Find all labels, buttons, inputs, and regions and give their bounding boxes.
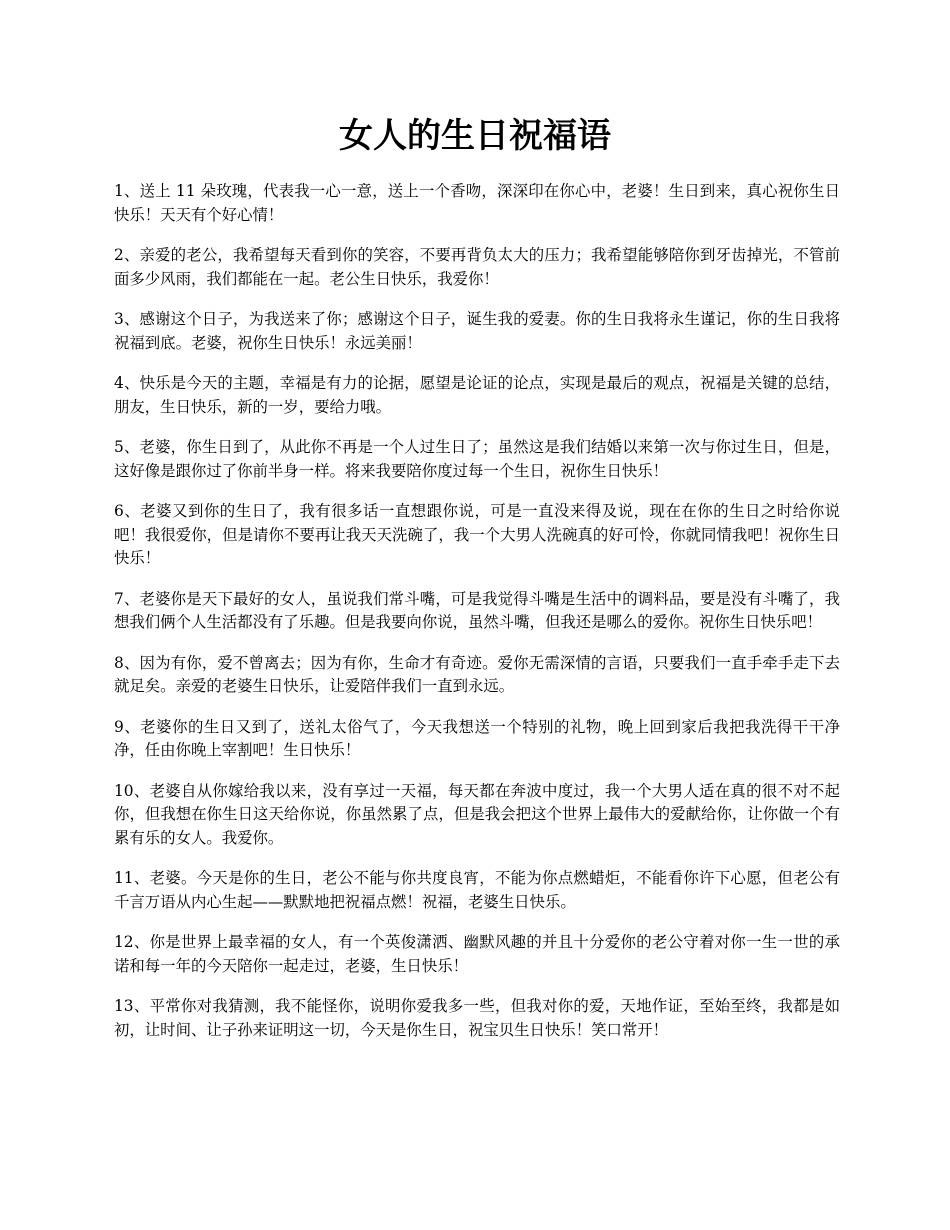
paragraph-10: 10、老婆自从你嫁给我以来，没有享过一天福，每天都在奔波中度过，我一个大男人适在真的很不对不起你，但我想在你生日这天给你说，你虽然累了点，但是我会把这个世界上最伟大的爱献给你，让你做一个有累有乐的女人。我爱你。: [114, 781, 840, 847]
paragraph-1: 1、送上 11 朵玫瑰，代表我一心一意，送上一个香吻，深深印在你心中，老婆！生日到来，真心祝你生日快乐！天天有个好心情！: [114, 182, 840, 224]
paragraph-12: 12、你是世界上最幸福的女人，有一个英俊潇洒、幽默风趣的并且十分爱你的老公守着对你一生一世的承诺和每一年的今天陪你一起走过，老婆，生日快乐！: [114, 933, 840, 975]
paragraph-2: 2、亲爱的老公，我希望每天看到你的笑容，不要再背负太大的压力；我希望能够陪你到牙齿掉光，不管前面多少风雨，我们都能在一起。老公生日快乐，我爱你！: [114, 246, 840, 288]
paragraph-13: 13、平常你对我猜测，我不能怪你，说明你爱我多一些，但我对你的爱，天地作证，至始至终，我都是如初，让时间、让子孙来证明这一切，今天是你生日，祝宝贝生日快乐！笑口常开！: [114, 997, 840, 1039]
document-title: 女人的生日祝福语: [339, 116, 611, 156]
document-body: [114, 180, 840, 1059]
paragraph-7: 7、老婆你是天下最好的女人，虽说我们常斗嘴，可是我觉得斗嘴是生活中的调料品，要是没有斗嘴了，我想我们俩个人生活都没有了乐趣。但是我要向你说，虽然斗嘴，但我还是哪么的爱你。祝你生日快乐吧！: [114, 589, 840, 631]
paragraph-5: 5、老婆，你生日到了，从此你不再是一个人过生日了；虽然这是我们结婚以来第一次与你过生日，但是，这好像是跟你过了你前半身一样。将来我要陪你度过每一个生日，祝你生日快乐！: [114, 438, 840, 480]
paragraph-11: 11、老婆。今天是你的生日，老公不能与你共度良宵，不能为你点燃蜡炬，不能看你许下心愿，但老公有千言万语从内心生起——默默地把祝福点燃！祝福，老婆生日快乐。: [114, 869, 840, 911]
paragraph-3: 3、感谢这个日子，为我送来了你；感谢这个日子，诞生我的爱妻。你的生日我将永生谨记，你的生日我将祝福到底。老婆，祝你生日快乐！永远美丽！: [114, 310, 840, 352]
paragraph-9: 9、老婆你的生日又到了，送礼太俗气了，今天我想送一个特别的礼物，晚上回到家后我把我洗得干干净净，任由你晚上宰割吧！生日快乐！: [114, 717, 840, 759]
paragraph-6: 6、老婆又到你的生日了，我有很多话一直想跟你说，可是一直没来得及说，现在在你的生日之时给你说吧！我很爱你，但是请你不要再让我天天洗碗了，我一个大男人洗碗真的好可怜，你就同情我吧！祝你生日快乐！: [114, 502, 840, 567]
paragraph-8: 8、因为有你，爱不曾离去；因为有你，生命才有奇迹。爱你无需深情的言语，只要我们一直手牵手走下去就足矣。亲爱的老婆生日快乐，让爱陪伴我们一直到永远。: [114, 653, 840, 695]
paragraph-4: 4、快乐是今天的主题，幸福是有力的论据，愿望是论证的论点，实现是最后的观点，祝福是关键的总结，朋友，生日快乐，新的一岁，要给力哦。: [114, 374, 840, 416]
